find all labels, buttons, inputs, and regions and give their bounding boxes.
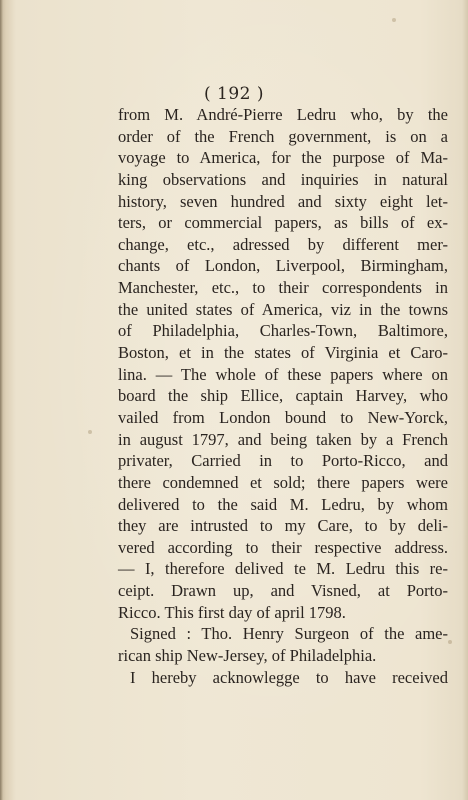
text-line: I hereby acknowlegge to have received (130, 667, 448, 687)
text-line: from M. André-Pierre Ledru who, by the (118, 105, 448, 124)
text-line: vered according to their respective address. (118, 537, 448, 557)
text-line: Manchester, etc., to their correspondents in (118, 278, 448, 298)
text-line: Signed : Tho. Henry Surgeon of the ame- (130, 624, 448, 644)
body-text (118, 104, 448, 688)
paper-spot (448, 640, 452, 644)
text-line: vailed from London bound to New-Yorck, (118, 407, 448, 427)
text-line: Boston, et in the states of Virginia et Caro- (118, 343, 448, 363)
text-line: ceipt. Drawn up, and Visned, at Porto- (118, 581, 448, 601)
text-line: lina. — The whole of these papers where on (118, 364, 448, 384)
text-line: board the ship Ellice, captain Harvey, who (118, 386, 448, 406)
paper-spot (392, 18, 396, 22)
text-line: there condemned et sold; there papers were (118, 472, 448, 492)
text-line: change, etc., adressed by different mer- (118, 234, 448, 254)
text-line: rican ship New-Jersey, of Philadelphia. (118, 646, 377, 666)
text-line: chants of London, Liverpool, Birmingham, (118, 256, 448, 276)
paper-spot (88, 430, 92, 434)
text-line: history, seven hundred and sixty eight let- (118, 191, 448, 211)
text-line: in august 1797, and being taken by a French (118, 429, 448, 449)
text-line: privater, Carried in to Porto-Ricco, and (118, 451, 448, 471)
text-line: Ricco. This first day of april 1798. (118, 602, 346, 622)
text-line: of Philadelphia, Charles-Town, Baltimore, (118, 321, 448, 341)
page-number: ( 192 ) (203, 84, 265, 104)
text-line: the united states of America, viz in the towns (118, 299, 448, 319)
text-line: order of the French government, is on a (118, 126, 448, 146)
text-line: ters, or commercial papers, as bills of ex- (118, 213, 448, 233)
text-line: — I, therefore delived te M. Ledru this re- (118, 559, 448, 579)
text-line: they are intrusted to my Care, to by deli- (118, 516, 448, 536)
text-line: delivered to the said M. Ledru, by whom (118, 494, 448, 514)
text-line: king observations and inquiries in natural (118, 169, 448, 189)
text-line: voyage to America, for the purpose of Ma- (118, 148, 448, 168)
